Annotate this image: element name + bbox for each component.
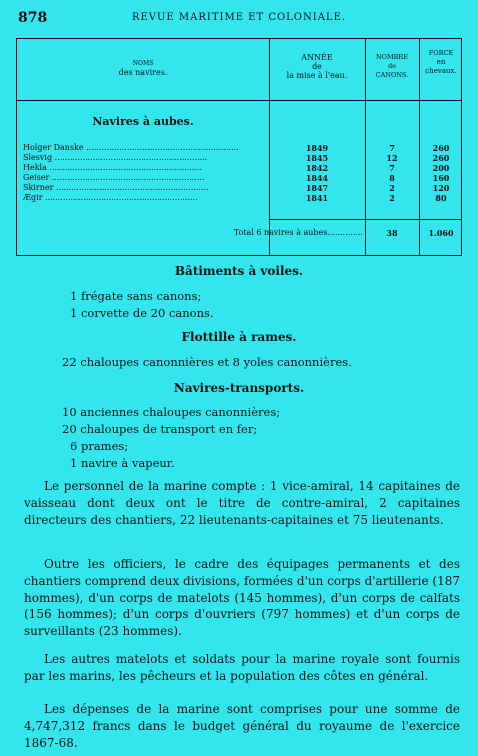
header-line: en — [436, 58, 446, 66]
table-row — [17, 163, 461, 173]
gun-count: 7 — [389, 143, 395, 153]
header-line: NOMBRE — [375, 53, 409, 61]
launch-year: 1847 — [305, 183, 329, 193]
list-item: 6 prames; — [70, 439, 129, 453]
ship-name: Ægir ............................................................ — [23, 193, 198, 202]
header-line: ANNÉE — [301, 53, 333, 62]
horsepower: 200 — [432, 163, 450, 173]
list-item: 1 corvette de 20 canons. — [70, 306, 214, 320]
header-line: de — [387, 62, 396, 70]
table-row — [17, 173, 461, 183]
total-rule — [269, 219, 461, 220]
header-line: la mise à l'eau. — [286, 71, 348, 80]
column-header-force — [419, 49, 463, 76]
launch-year: 1842 — [305, 163, 329, 173]
horsepower: 260 — [432, 143, 450, 153]
column-header-name — [17, 59, 269, 77]
launch-year: 1844 — [305, 173, 329, 183]
page-header — [18, 10, 460, 28]
gun-count: 2 — [389, 193, 395, 203]
paragraph-sailors: Les autres matelots et soldats pour la marine royale sont fournis par les marins, les pêcheurs et la population des côtes en général. — [24, 652, 460, 683]
list-item: 1 frégate sans canons; — [70, 289, 202, 303]
ship-name: Hekla ............................................................ — [23, 163, 203, 172]
header-rule — [17, 100, 461, 101]
column-header-year — [269, 53, 365, 80]
table-row — [17, 153, 461, 163]
ship-name: Skirner ............................................................ — [23, 183, 209, 192]
launch-year: 1841 — [305, 193, 329, 203]
table-row — [17, 143, 461, 153]
paragraph-personnel: Le personnel de la marine compte : 1 vice-amiral, 14 capitaines de vaisseau dont deux ont le titre de contre-amiral, 2 capitaines directeurs des chantiers, 22 lieutenants-capitaines et 75 lieutenants. — [24, 479, 460, 527]
ship-name: Geiser ............................................................ — [23, 173, 205, 182]
list-item: 1 navire à vapeur. — [70, 456, 175, 470]
horsepower: 160 — [432, 173, 450, 183]
transport-section-title: Navires-transports. — [173, 381, 305, 395]
paragraph-budget: Les dépenses de la marine sont comprises pour une somme de 4,747,312 francs dans le budget général du royaume de l'exercice 1867-68. — [24, 702, 460, 750]
header-line: FORCE — [428, 49, 454, 57]
list-item: 22 chaloupes canonnières et 8 yoles canonnières. — [62, 355, 352, 369]
header-line: des navires. — [118, 68, 168, 77]
total-label: Total 6 navires à aubes.............. — [233, 228, 363, 237]
table-row — [17, 183, 461, 193]
sail-section-title: Bâtiments à voiles. — [174, 264, 304, 278]
page-number: 878 — [18, 10, 48, 26]
launch-year: 1845 — [305, 153, 329, 163]
header-line: NOMS — [132, 60, 154, 67]
list-item: 20 chaloupes de transport en fer; — [62, 422, 258, 436]
section-title: Navires à aubes. — [92, 115, 194, 128]
column-header-guns — [365, 53, 419, 80]
ship-name: Holger Danske ............................................................ — [23, 143, 239, 152]
ships-table — [16, 38, 462, 256]
header-line: chevaux. — [425, 67, 457, 75]
rowing-section-title: Flottille à rames. — [181, 330, 297, 344]
horsepower: 80 — [435, 193, 447, 203]
total-guns: 38 — [386, 228, 398, 238]
ship-name: Slesvig ............................................................ — [23, 153, 208, 162]
gun-count: 12 — [386, 153, 398, 163]
list-item: 10 anciennes chaloupes canonnières; — [62, 405, 281, 419]
gun-count: 8 — [389, 173, 395, 183]
paragraph-crews: Outre les officiers, le cadre des équipages permanents et des chantiers comprend deux divisions, formées d'un corps d'artillerie (187 hommes), d'un corps de matelots (145 hommes), d'un corps de calfats (156 hommes); d'un corps d'ouvriers (797 hommes) et d'un corps de surveillants (23 hommes). — [24, 557, 460, 639]
header-line: CANONS. — [375, 71, 409, 79]
horsepower: 260 — [432, 153, 450, 163]
horsepower: 120 — [432, 183, 450, 193]
gun-count: 2 — [389, 183, 395, 193]
total-force: 1.060 — [428, 228, 454, 238]
running-title: REVUE MARITIME ET COLONIALE. — [131, 12, 347, 23]
gun-count: 7 — [389, 163, 395, 173]
table-row — [17, 193, 461, 203]
total-row — [17, 227, 461, 239]
header-line: de — [312, 62, 322, 71]
launch-year: 1849 — [305, 143, 329, 153]
